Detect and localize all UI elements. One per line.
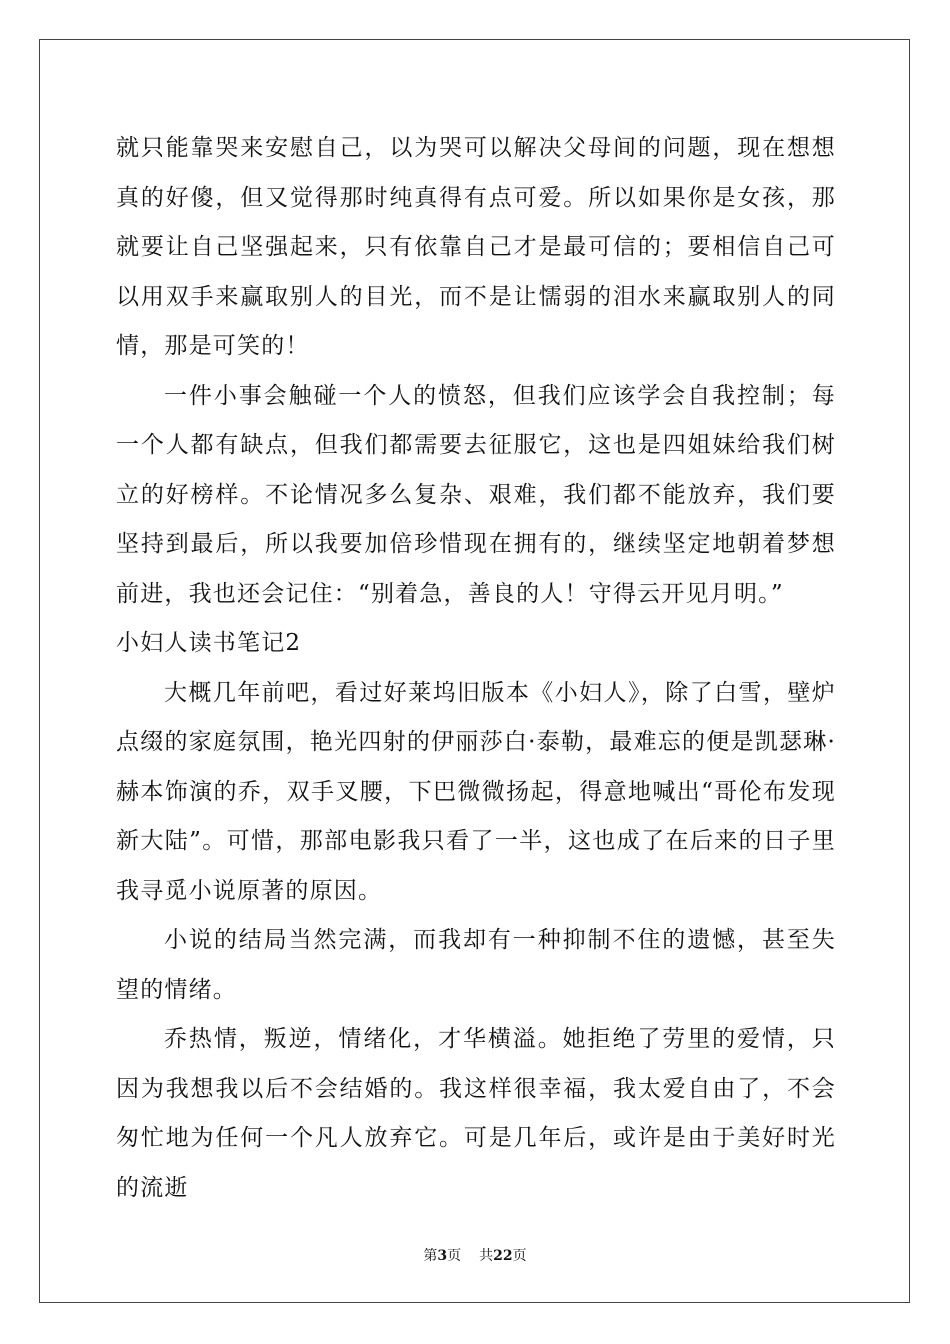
document-body (116, 124, 836, 1213)
total-pages: 22 (493, 1248, 513, 1264)
paragraph-3: 大概几年前吧，看过好莱坞旧版本《小妇人》，除了白雪，壁炉点缀的家庭氛围，艳光四射的伊丽莎白·泰勒，最难忘的便是凯瑟琳·赫本饰演的乔，双手叉腰，下巴微微扬起，得意地喊出“哥伦布发现新大陆”。可惜，那部电影我只看了一半，这也成了在后来的日子里我寻觅小说原著的原因。 (116, 679, 836, 904)
section-title: 小妇人读书笔记2 (116, 630, 302, 656)
page-number: 3 (437, 1248, 448, 1264)
page-footer (0, 1247, 950, 1265)
page-suffix: 页 (447, 1248, 462, 1264)
paragraph-2: 一件小事会触碰一个人的愤怒，但我们应该学会自我控制；每一个人都有缺点，但我们都需要去征服它，这也是四姐妹给我们树立的好榜样。不论情况多么复杂、艰难，我们都不能放弃，我们要坚持到最后，所以我要加倍珍惜现在拥有的，继续坚定地朝着梦想前进，我也还会记住：“别着急，善良的人！守得云开见月明。” (116, 382, 836, 607)
paragraph-1: 就只能靠哭来安慰自己，以为哭可以解决父母间的问题，现在想想真的好傻，但又觉得那时纯真得有点可爱。所以如果你是女孩，那就要让自己坚强起来，只有依靠自己才是最可信的；要相信自己可以用双手来赢取别人的目光，而不是让懦弱的泪水来赢取别人的同情，那是可笑的！ (116, 135, 836, 359)
total-suffix: 页 (512, 1248, 527, 1264)
paragraph-5: 乔热情，叛逆，情绪化，才华横溢。她拒绝了劳里的爱情，只因为我想我以后不会结婚的。我这样很幸福，我太爱自由了，不会匆忙地为任何一个凡人放弃它。可是几年后，或许是由于美好时光的流逝 (116, 1026, 836, 1201)
paragraph-4: 小说的结局当然完满，而我却有一种抑制不住的遗憾，甚至失望的情绪。 (116, 927, 836, 1003)
page-prefix: 第 (423, 1248, 438, 1264)
total-prefix: 共 (479, 1248, 494, 1264)
